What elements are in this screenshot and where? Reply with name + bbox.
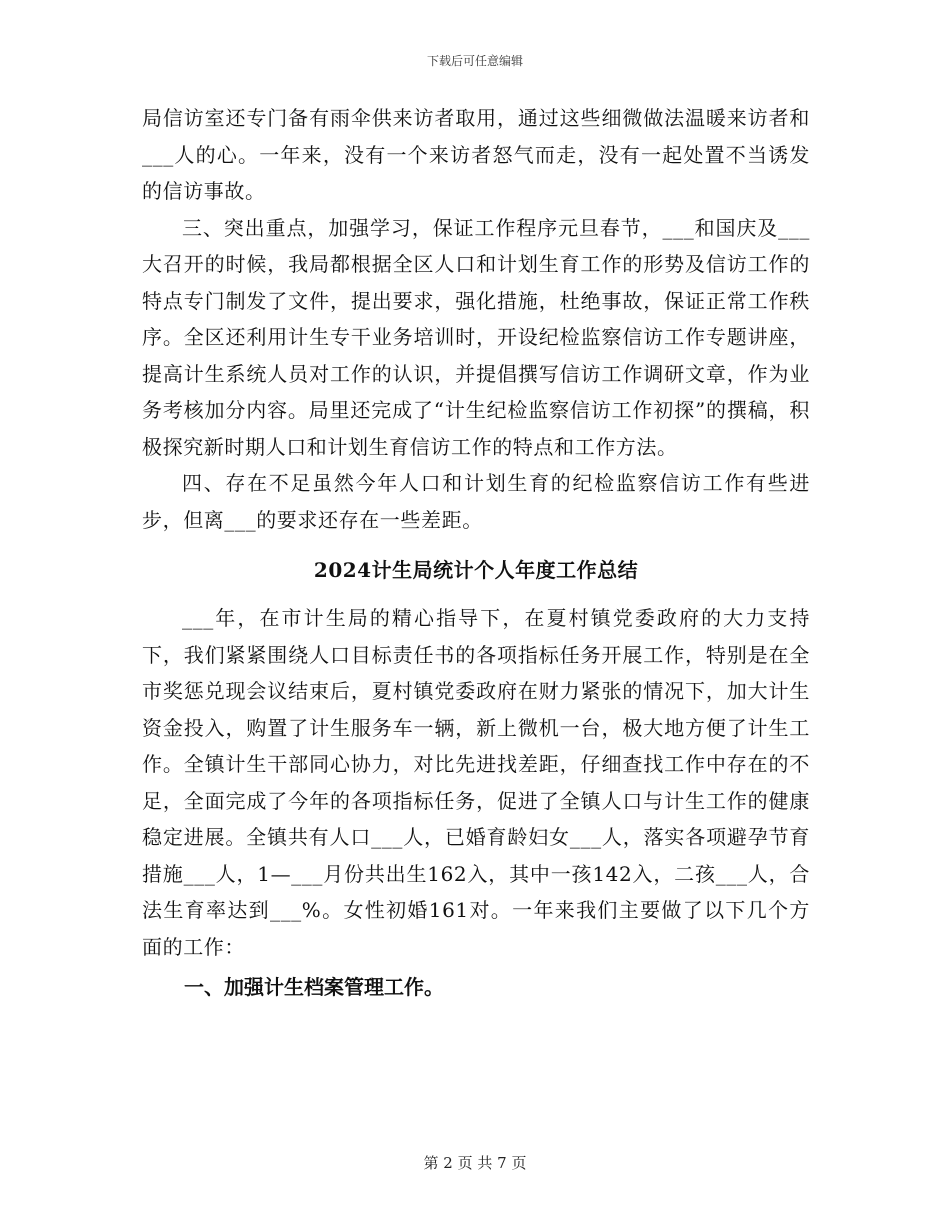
page-number: 第 2 页 共 7 页	[423, 1154, 527, 1172]
paragraph-intro: ___年，在市计生局的精心指导下，在夏村镇党委政府的大力支持下，我们紧紧围绕人口目标责任书的各项指标任务开展工作，特别是在全市奖惩兑现会议结束后，夏村镇党委政府在财力紧张的情况下，加大计生资金投入，购置了计生服务车一辆，新上微机一台，极大地方便了计生工作。全镇计生干部同心协力，对比先进找差距，仔细查找工作中存在的不足，全面完成了今年的各项指标任务，促进了全镇人口与计生工作的健康稳定进展。全镇共有人口___人，已婚育龄妇女___人，落实各项避孕节育措施___人，1—___月份共出生162入，其中一孩142入，二孩___人，合法生育率达到___%。女性初婚161对。一年来我们主要做了以下几个方面的工作：	[142, 606, 810, 959]
paragraph-continued: 局信访室还专门备有雨伞供来访者取用，通过这些细微做法温暖来访者和___人的心。一年来，没有一个来访者怒气而走，没有一起处置不当诱发的信访事故。	[142, 106, 810, 203]
page-header: 下载后可任意编辑	[426, 54, 523, 68]
paragraph-section-four: 四、存在不足虽然今年人口和计划生育的纪检监察信访工作有些进步，但离___的要求还存在一些差距。	[142, 471, 810, 532]
section-heading-one: 一、加强计生档案管理工作。	[184, 975, 444, 999]
document-title: 2024计生局统计个人年度工作总结	[313, 558, 639, 582]
document-body	[142, 100, 810, 1005]
paragraph-section-three: 三、突出重点，加强学习，保证工作程序元旦春节，___和国庆及___大召开的时候，我局都根据全区人口和计划生育工作的形势及信访工作的特点专门制发了文件，提出要求，强化措施，杜绝事故，保证正常工作秩序。全区还利用计生专干业务培训时，开设纪检监察信访工作专题讲座，提高计生系统人员对工作的认识，并提倡撰写信访工作调研文章，作为业务考核加分内容。局里还完成了“计生纪检监察信访工作初探”的撰稿，积极探究新时期人口和计划生育信访工作的特点和工作方法。	[142, 215, 810, 459]
